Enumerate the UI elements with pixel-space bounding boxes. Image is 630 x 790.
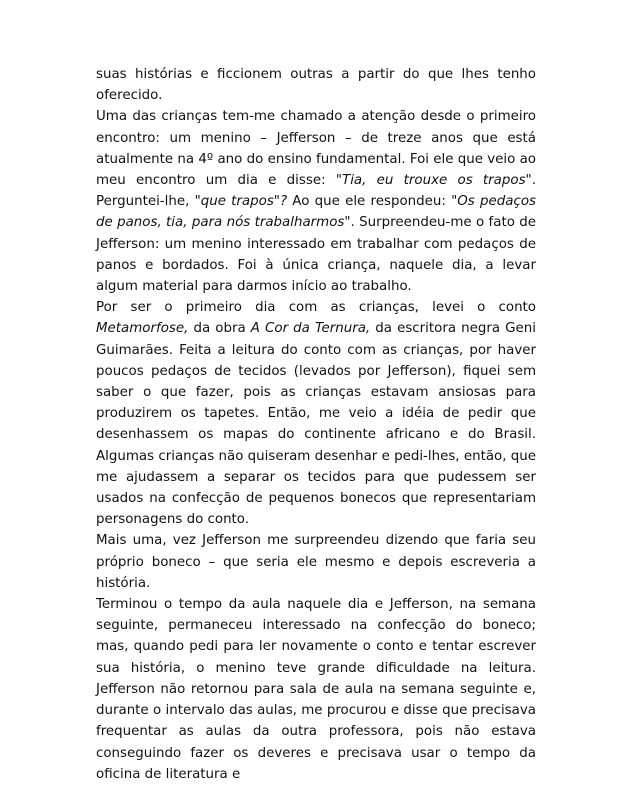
paragraph-4 xyxy=(96,530,536,594)
text-segment: Mais uma, vez Jefferson me surpreendeu dizendo que faria seu próprio boneco – que seria ele mesmo e depois escreveria a história. xyxy=(96,533,536,591)
paragraph-2 xyxy=(96,106,536,297)
paragraph-1 xyxy=(96,64,536,106)
text-segment: Por ser o primeiro dia com as crianças, levei o conto xyxy=(96,300,536,316)
text-segment: Ao que ele respondeu: xyxy=(287,194,452,210)
text-segment: Uma das crianças tem-me chamado a atenção desde o primeiro encontro: um menino – Jefferson – de treze anos que está atualmente na 4º ano do ensino fundamental. Foi ele que veio ao meu encontro um dia e disse: xyxy=(96,109,536,189)
title-segment: A Cor da Ternura, xyxy=(250,321,371,337)
title-segment: Metamorfose, xyxy=(96,321,189,337)
text-segment: . Perguntei-lhe, xyxy=(96,173,536,210)
quote-segment: "Os pedaços de panos, tia, para nós trabalharmos" xyxy=(96,194,536,231)
document-page xyxy=(96,64,536,785)
text-segment: Terminou o tempo da aula naquele dia e Jefferson, na semana seguinte, permaneceu interessado na confecção do boneco; mas, quando pedi para ler novamente o conto e tentar escrever sua história, o menino teve grande dificuldade na leitura. Jefferson não retornou para sala de aula na semana seguinte e, durante o intervalo das aulas, me procurou e disse que precisava frequentar as aulas da outra professora, pois não estava conseguindo fazer os deveres e precisava usar o tempo da oficina de literatura e xyxy=(96,597,536,782)
text-segment: suas histórias e ficcionem outras a partir do que lhes tenho oferecido. xyxy=(96,67,536,104)
quote-segment: "que trapos"? xyxy=(194,194,288,210)
paragraph-5 xyxy=(96,594,536,785)
paragraph-3 xyxy=(96,297,536,530)
text-segment: . Surpreendeu-me o fato de Jefferson: um menino interessado em trabalhar com pedaços de panos e bordados. Foi à única criança, naquele dia, a levar algum material para darmos início ao trabalho. xyxy=(96,215,536,295)
text-segment: da obra xyxy=(188,321,251,337)
quote-segment: "Tia, eu trouxe os trapos" xyxy=(335,173,532,189)
text-segment: da escritora negra Geni Guimarães. Feita a leitura do conto com as crianças, por haver poucos pedaços de tecidos (levados por Jefferson), fiquei sem saber o que fazer, pois as crianças estavam ansiosas para produzirem os tapetes. Então, me veio a idéia de pedir que desenhassem os mapas do continente africano e do Brasil. Algumas crianças não quiseram desenhar e pedi-lhes, então, que me ajudassem a separar os tecidos para que pudessem ser usados na confecção de pequenos bonecos que representariam personagens do conto. xyxy=(96,321,536,528)
